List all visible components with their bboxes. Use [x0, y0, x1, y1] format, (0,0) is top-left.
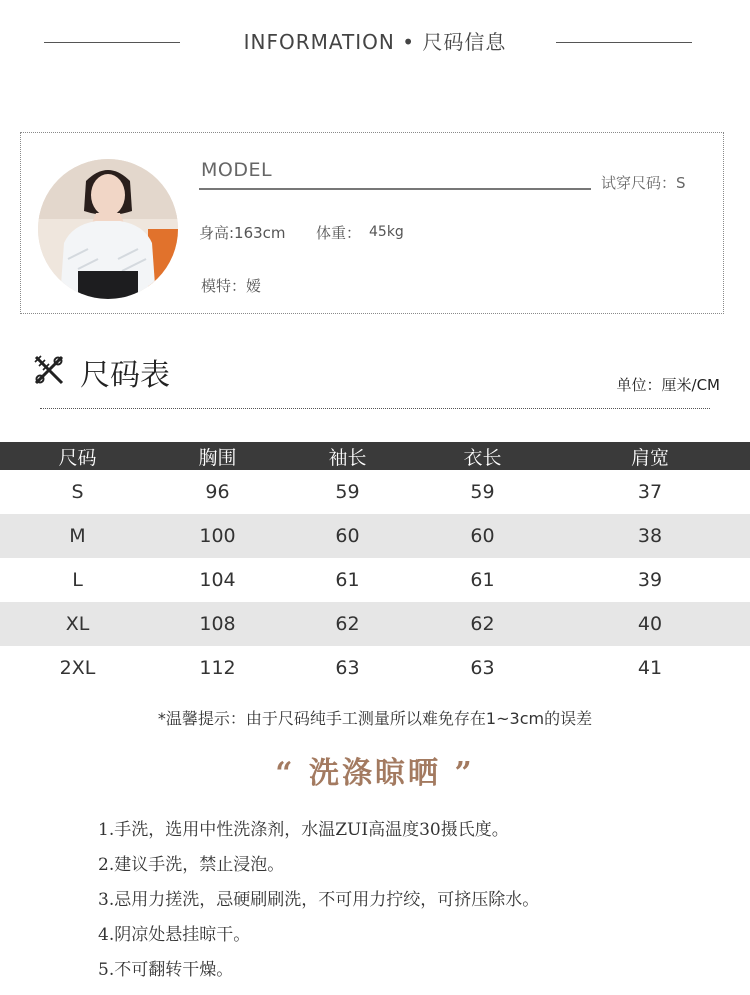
table-row: [0, 646, 750, 690]
model-weight-label: 体重：: [316, 224, 362, 242]
cell-size: XL: [0, 602, 155, 646]
cell-sleeve: 61: [335, 569, 360, 591]
cell-bust: 100: [155, 514, 280, 558]
header-sleeve: 袖长: [280, 442, 415, 470]
cell-length: 61: [470, 569, 495, 591]
list-item: 4.阴凉处悬挂晾干。: [98, 925, 251, 945]
cell-shoulder: 39: [637, 569, 663, 591]
cell-bust: 104: [199, 569, 236, 591]
list-item: 5.不可翻转干燥。: [98, 960, 234, 980]
cell-length: 63: [470, 657, 495, 679]
cell-size: M: [0, 514, 155, 558]
model-height: 身高:163cm: [199, 224, 286, 242]
model-rule: [199, 188, 591, 190]
cell-bust: 108: [155, 602, 280, 646]
size-chart-heading: [32, 352, 170, 392]
cell-sleeve: 63: [335, 657, 360, 679]
cell-bust: 112: [199, 657, 236, 679]
list-item: 3.忌用力搓洗，忌硬刷刷洗，不可用力拧绞，可挤压除水。: [98, 890, 540, 910]
header-shoulder: 肩宽: [550, 442, 750, 470]
cell-shoulder: 41: [637, 657, 663, 679]
table-row: [0, 470, 750, 514]
cell-sleeve: 59: [335, 481, 360, 503]
list-item: 2.建议手洗，禁止浸泡。: [98, 855, 285, 875]
cell-length: 60: [415, 514, 550, 558]
washing-title: “ 洗涤晾晒 ”: [275, 756, 475, 791]
cell-size: S: [71, 481, 84, 503]
page-title: INFORMATION • 尺码信息: [243, 30, 507, 54]
model-info-card: [20, 132, 724, 314]
cell-shoulder: 37: [637, 481, 663, 503]
table-row: [0, 558, 750, 602]
washing-list: [98, 818, 539, 993]
size-chart-title: 尺码表: [80, 358, 170, 393]
cell-shoulder: 38: [550, 514, 750, 558]
model-weight-value: 45kg: [369, 224, 404, 240]
try-size: 试穿尺码：S: [601, 174, 686, 192]
cell-sleeve: 60: [280, 514, 415, 558]
measurement-note: *温馨提示：由于尺码纯手工测量所以难免存在1~3cm的误差: [157, 709, 593, 728]
model-name: 模特：嫒: [201, 277, 262, 295]
table-header-row: [0, 442, 750, 470]
header-size: 尺码: [0, 442, 155, 470]
ruler-scissors-icon: [32, 353, 66, 391]
header-bust: 胸围: [155, 442, 280, 470]
table-row: [0, 602, 750, 646]
model-photo: [38, 159, 178, 299]
model-label: MODEL: [201, 159, 273, 181]
cell-shoulder: 40: [550, 602, 750, 646]
dotted-divider: [40, 408, 710, 409]
model-photo-illustration: [38, 159, 178, 299]
cell-length: 59: [470, 481, 495, 503]
cell-size: 2XL: [59, 657, 96, 679]
list-item: 1.手洗，选用中性洗涤剂，水温ZUI高温度30摄氏度。: [98, 820, 509, 840]
cell-sleeve: 62: [280, 602, 415, 646]
table-row: [0, 514, 750, 558]
cell-length: 62: [415, 602, 550, 646]
header-length: 衣长: [415, 442, 550, 470]
size-table: [0, 442, 750, 690]
cell-bust: 96: [205, 481, 230, 503]
unit-label: 单位：厘米/CM: [616, 376, 720, 394]
cell-size: L: [72, 569, 83, 591]
